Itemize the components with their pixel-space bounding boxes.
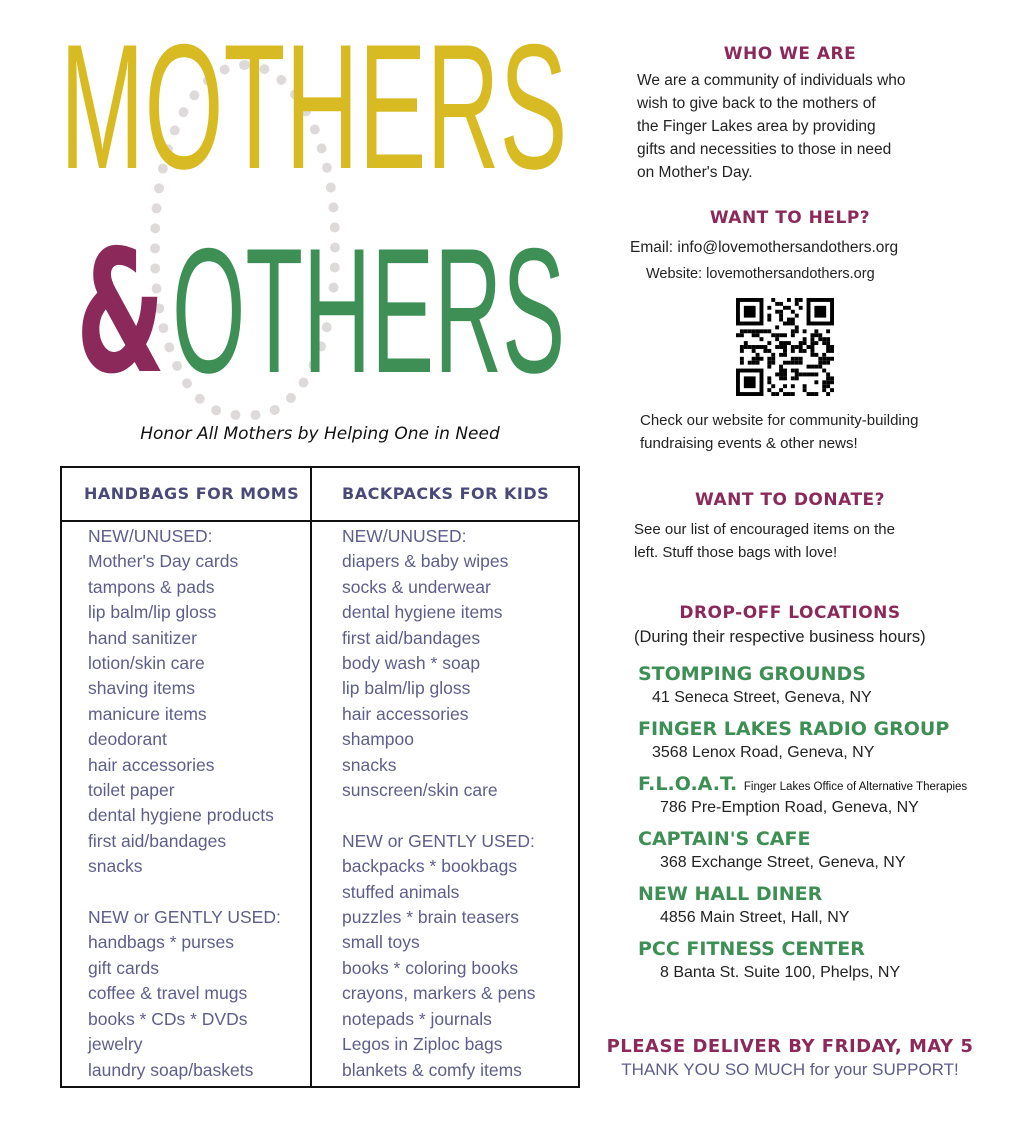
- location-address: 786 Pre-Emption Road, Geneva, NY: [660, 799, 919, 816]
- email-text: Email: info@lovemothersandothers.org: [630, 239, 899, 256]
- list-item: books * CDs * DVDs: [88, 1008, 248, 1029]
- text-line: on Mother's Day.: [637, 164, 753, 181]
- list-item: lotion/skin care: [88, 653, 205, 674]
- list-item: puzzles * brain teasers: [342, 907, 520, 928]
- who-text: [637, 69, 906, 184]
- location-name: [638, 773, 967, 795]
- column-divider: [310, 468, 312, 1086]
- list-item: crayons, markers & pens: [342, 983, 536, 1004]
- list-item: [88, 880, 281, 905]
- location-note: Finger Lakes Office of Alternative Therapies: [743, 781, 968, 793]
- list-item: handbags * purses: [88, 932, 234, 953]
- tagline: Honor All Mothers by Helping One in Need: [140, 424, 500, 444]
- list-item: lip balm/lip gloss: [88, 602, 217, 623]
- list-item: gift cards: [88, 957, 159, 978]
- title-others: OTHERS: [172, 211, 566, 410]
- list-item: diapers & baby wipes: [342, 551, 509, 572]
- qr-code-icon: [736, 298, 834, 396]
- website-link[interactable]: Website: lovemothersandothers.org: [646, 266, 875, 282]
- title-ampersand: &: [76, 214, 165, 412]
- list-item: manicure items: [88, 703, 207, 724]
- list-item: stuffed animals: [342, 881, 460, 902]
- list-item: NEW/UNUSED:: [88, 526, 213, 546]
- list-item: coffee & travel mugs: [88, 983, 248, 1004]
- location-name: [638, 883, 822, 905]
- list-item: NEW/UNUSED:: [342, 526, 467, 546]
- text-line: the Finger Lakes area by providing: [637, 118, 876, 135]
- list-item: hair accessories: [342, 703, 469, 724]
- list-item: notepads * journals: [342, 1008, 492, 1029]
- location-address: 3568 Lenox Road, Geneva, NY: [652, 744, 875, 761]
- text-line: Check our website for community-building: [640, 412, 919, 429]
- list-item: jewelry: [88, 1034, 143, 1055]
- list-item: sunscreen/skin care: [342, 780, 498, 801]
- location-title: CAPTAIN'S CAFE: [638, 828, 811, 850]
- list-item: shaving items: [88, 678, 195, 699]
- list-item: Mother's Day cards: [88, 551, 239, 572]
- list-item: snacks: [88, 856, 143, 877]
- donate-text: [634, 518, 895, 564]
- location-title: STOMPING GROUNDS: [638, 663, 866, 685]
- list-item: NEW or GENTLY USED:: [88, 907, 281, 928]
- dropoff-sub: (During their respective business hours): [634, 628, 926, 646]
- text-line: We are a community of individuals who: [637, 72, 906, 89]
- list-item: dental hygiene items: [342, 602, 503, 623]
- location-address: 8 Banta St. Suite 100, Phelps, NY: [660, 964, 901, 981]
- backpacks-list: [342, 524, 536, 1083]
- text-line: See our list of encouraged items on the: [634, 521, 895, 538]
- backpacks-heading: BACKPACKS FOR KIDS: [342, 484, 550, 503]
- location-name: [638, 718, 949, 740]
- list-item: first aid/bandages: [342, 627, 481, 648]
- location-address: 4856 Main Street, Hall, NY: [660, 909, 850, 926]
- list-item: deodorant: [88, 729, 167, 750]
- list-item: tampons & pads: [88, 576, 215, 597]
- text-line: gifts and necessities to those in need: [637, 141, 892, 158]
- list-item: hand sanitizer: [88, 627, 197, 648]
- list-item: laundry soap/baskets: [88, 1059, 254, 1080]
- thanks-text: THANK YOU SO MUCH for your SUPPORT!: [621, 1060, 959, 1079]
- list-item: dental hygiene products: [88, 805, 274, 826]
- title-mothers: MOTHERS: [60, 7, 568, 206]
- list-item: lip balm/lip gloss: [342, 678, 471, 699]
- list-item: socks & underwear: [342, 576, 491, 597]
- list-item: books * coloring books: [342, 957, 519, 978]
- location-address: 41 Seneca Street, Geneva, NY: [652, 689, 872, 706]
- list-item: toilet paper: [88, 780, 175, 801]
- handbags-list: [88, 524, 281, 1083]
- location-address: 368 Exchange Street, Geneva, NY: [660, 854, 906, 871]
- list-item: NEW or GENTLY USED:: [342, 830, 535, 851]
- text-line: left. Stuff those bags with love!: [634, 544, 838, 561]
- list-item: first aid/bandages: [88, 830, 227, 851]
- handbags-heading: HANDBAGS FOR MOMS: [84, 484, 300, 503]
- text-line: wish to give back to the mothers of: [637, 95, 876, 112]
- list-item: blankets & comfy items: [342, 1059, 522, 1080]
- help-heading: WANT TO HELP?: [709, 208, 871, 228]
- location-name: [638, 663, 866, 685]
- list-item: backpacks * bookbags: [342, 856, 518, 877]
- who-heading: WHO WE ARE: [723, 44, 857, 64]
- list-item: body wash * soap: [342, 653, 481, 674]
- list-item: Legos in Ziploc bags: [342, 1034, 503, 1055]
- location-title: PCC FITNESS CENTER: [638, 938, 865, 960]
- check-text: [640, 409, 918, 455]
- location-name: [638, 828, 810, 850]
- deliver-notice: PLEASE DELIVER BY FRIDAY, MAY 5: [606, 1036, 974, 1057]
- list-item: [342, 803, 536, 828]
- dropoff-heading: DROP-OFF LOCATIONS: [679, 603, 901, 623]
- location-title: FINGER LAKES RADIO GROUP: [638, 718, 950, 740]
- text-line: fundraising events & other news!: [640, 435, 858, 452]
- donate-heading: WANT TO DONATE?: [694, 490, 886, 510]
- list-item: small toys: [342, 932, 420, 953]
- list-item: snacks: [342, 754, 397, 775]
- location-title: NEW HALL DINER: [638, 883, 823, 905]
- location-title: F.L.O.A.T.: [638, 773, 738, 795]
- location-name: [638, 938, 865, 960]
- items-table: [60, 466, 580, 1088]
- list-item: hair accessories: [88, 754, 215, 775]
- list-item: shampoo: [342, 729, 414, 750]
